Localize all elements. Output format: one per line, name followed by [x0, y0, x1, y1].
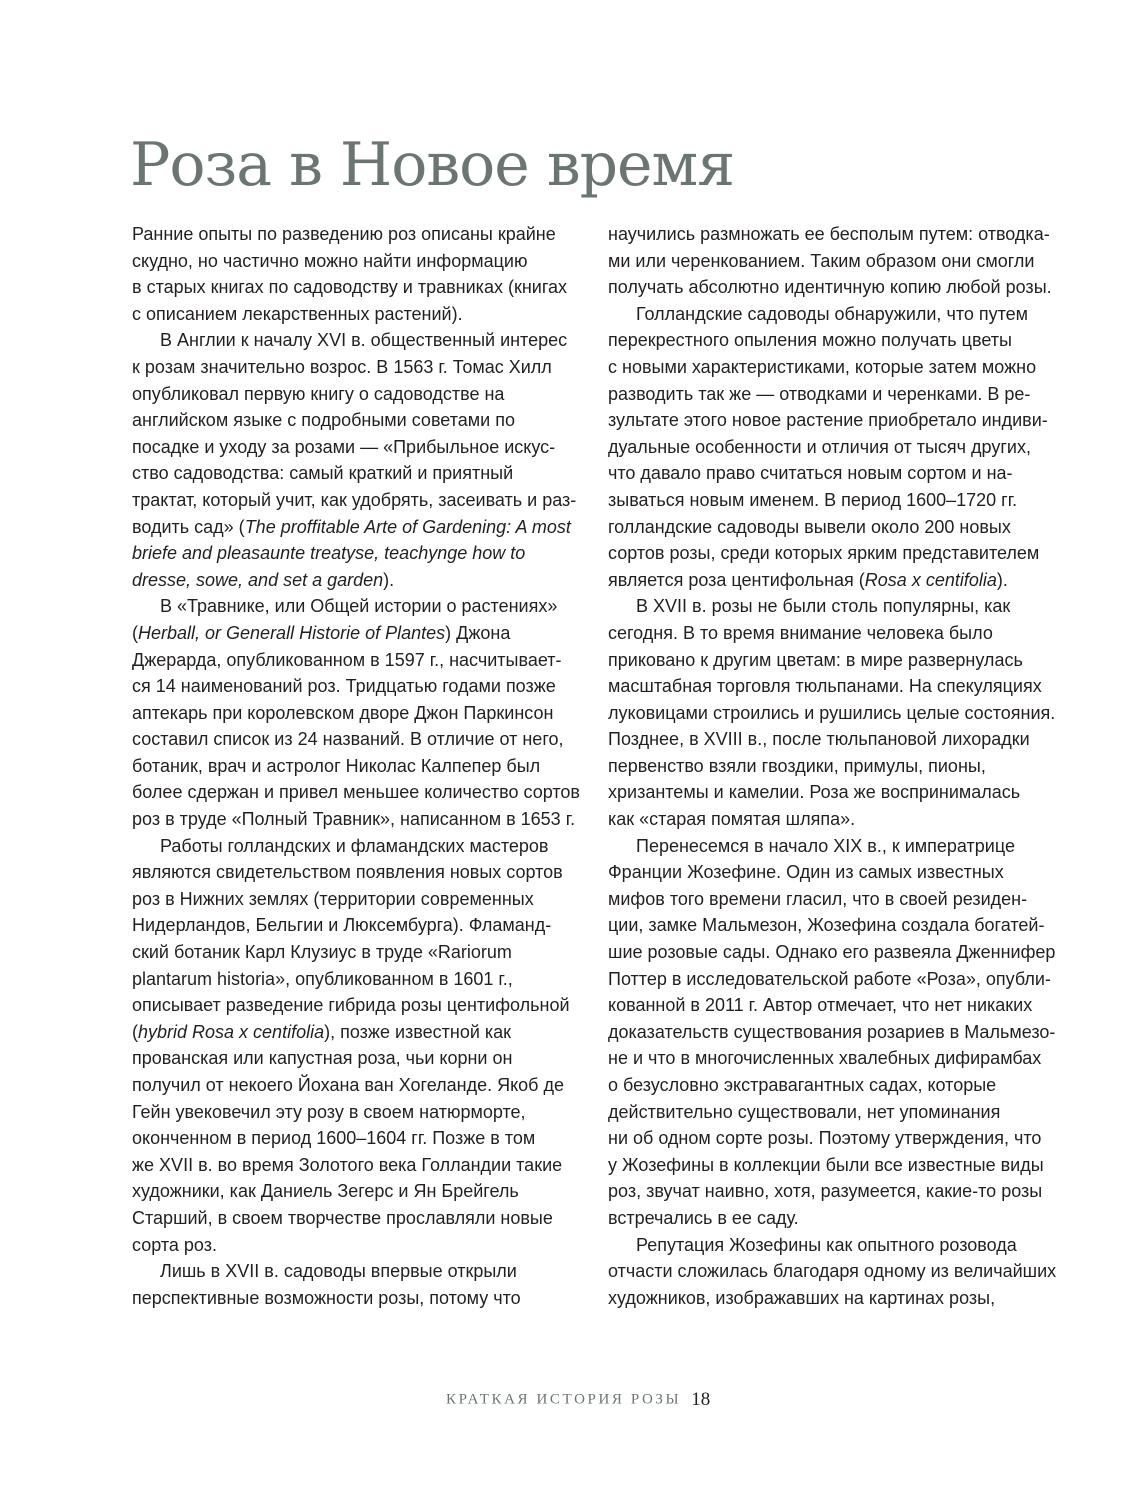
text-line: ботаник, врач и астролог Николас Калпепер был	[132, 755, 541, 776]
text-line: ство садоводства: самый краткий и приятный	[132, 463, 514, 484]
text-line: голландские садоводы вывели около 200 новых	[608, 516, 1011, 537]
text-line: разводить так же — отводками и черенками. В ре-	[608, 383, 1031, 404]
italic-title-run: Rosa x centifolia	[864, 569, 997, 590]
text-line: роз в труде «Полный Травник», написанном в 1653 г.	[132, 809, 576, 830]
text-line: мифов того времени гласил, что в своей резиден-	[608, 888, 1028, 909]
text-line: роз в Нижних землях (территории современных	[132, 888, 534, 909]
text-line: к розам значительно возрос. В 1563 г. Томас Хилл	[132, 356, 552, 377]
text-line: отчасти сложилась благодаря одному из величайших	[608, 1261, 1057, 1282]
text-run: (	[132, 1021, 138, 1042]
text-line: кованной в 2011 г. Автор отмечает, что нет никаких	[608, 995, 1033, 1016]
text-line: действительно существовали, нет упоминания	[608, 1101, 1001, 1122]
text-line: скудно, но частично можно найти информацию	[132, 250, 528, 271]
text-run: ), позже известной как	[324, 1021, 512, 1042]
text-line: английском языке с подробными советами по	[132, 410, 515, 431]
text-line: Джерарда, опубликованном в 1597 г., насчитывает-	[132, 649, 562, 670]
text-line: Гейн увековечил эту розу в своем натюрморте,	[132, 1101, 526, 1122]
text-line	[132, 514, 584, 541]
text-line: Репутация Жозефины как опытного розовода	[636, 1234, 1017, 1255]
text-run: является роза центифольная (	[608, 569, 865, 590]
text-line: с новыми характеристиками, которые затем можно	[608, 356, 1037, 377]
text-line: сортов розы, среди которых ярким представителем	[608, 543, 1040, 564]
text-line: оконченном в период 1600–1604 гг. Позже в том	[132, 1128, 536, 1149]
text-line: посадке и уходу за розами — «Прибыльное искус-	[132, 436, 556, 457]
text-line: луковицами строились и рушились целые состояния.	[608, 702, 1056, 723]
text-line: сорта роз.	[132, 1234, 217, 1255]
italic-title-run: The proffitable Arte of Gardening: A most	[244, 516, 571, 537]
text-line: перекрестного опыления можно получать цветы	[608, 330, 1012, 351]
text-line: Позднее, в XVIII в., после тюльпановой лихорадки	[608, 729, 1030, 750]
left-text-column	[132, 221, 584, 1311]
text-line: хризантемы и камелии. Роза же воспринималась	[608, 782, 1021, 803]
italic-title-run: briefe and pleasaunte treatyse, teachynge how to	[132, 543, 526, 564]
text-line: масштабная торговля тюльпанами. На спекуляциях	[608, 676, 1042, 697]
text-line: с описанием лекарственных растений).	[132, 303, 463, 324]
text-line: первенство взяли гвоздики, примулы, пионы,	[608, 755, 986, 776]
text-run: ).	[383, 569, 395, 590]
text-line: художников, изображавших на картинах розы,	[608, 1287, 996, 1308]
text-line: В Англии к началу XVI в. общественный интерес	[160, 330, 568, 351]
text-line: ся 14 наименований роз. Тридцатью годами позже	[132, 676, 556, 697]
text-line: Перенесемся в начало XIX в., к императрице	[636, 835, 1015, 856]
text-run: водить сад» (	[132, 516, 245, 537]
text-line: plantarum historia», опубликованном в 1601 г.,	[132, 968, 513, 989]
text-line: получать абсолютно идентичную копию любой розы.	[608, 277, 1052, 298]
text-line: Поттер в исследовательской работе «Роза», опубли-	[608, 968, 1051, 989]
text-line: описывает разведение гибрида розы центифольной	[132, 995, 570, 1016]
text-line: приковано к другим цветам: в мире развернулась	[608, 649, 1023, 670]
text-line: прованская или капустная роза, чьи корни он	[132, 1048, 513, 1069]
running-footer-label: КРАТКАЯ ИСТОРИЯ РОЗЫ	[446, 1391, 682, 1408]
text-line: ский ботаник Карл Клузиус в труде «Rariorum	[132, 942, 512, 963]
text-line: доказательств существования розариев в Мальмезо-	[608, 1021, 1056, 1042]
text-line	[132, 620, 584, 647]
text-line	[132, 567, 584, 594]
page-number: 18	[691, 1389, 711, 1410]
text-line: зультате этого новое растение приобретало индиви-	[608, 410, 1048, 431]
text-line: шие розовые сады. Однако его развеяла Дженнифер	[608, 942, 1056, 963]
text-line: не и что в многочисленных хвалебных дифирамбах	[608, 1048, 1042, 1069]
text-line: научились размножать ее бесполым путем: отводка-	[608, 224, 1050, 244]
italic-title-run: dresse, sowe, and set a garden	[132, 569, 384, 590]
text-line	[132, 540, 584, 567]
text-line: составил список из 24 названий. В отличие от него,	[132, 729, 564, 750]
text-line: Нидерландов, Бельгии и Люксембурга). Фламанд-	[132, 915, 552, 936]
text-line: что давало право считаться новым сортом и на-	[608, 463, 1013, 484]
text-line: трактат, который учит, как удобрять, засеивать и раз-	[132, 489, 577, 510]
text-run: ).	[996, 569, 1008, 590]
text-line: ми или черенкованием. Таким образом они смогли	[608, 250, 1035, 271]
text-run: (	[132, 622, 138, 643]
text-line: более сдержан и привел меньшее количество сортов	[132, 782, 580, 803]
text-line: Работы голландских и фламандских мастеров	[160, 835, 549, 856]
text-line: зываться новым именем. В период 1600–1720 гг.	[608, 489, 1018, 510]
text-line: как «старая помятая шляпа».	[608, 809, 856, 830]
text-line: дуальные особенности и отличия от тысяч других,	[608, 436, 1031, 457]
right-text-column	[608, 221, 1060, 1311]
text-line: ни об одном сорте розы. Поэтому утверждения, что	[608, 1128, 1042, 1149]
text-line	[608, 567, 1060, 594]
text-line: у Жозефины в коллекции были все известные виды	[608, 1154, 1044, 1175]
text-line: получил от некоего Йохана ван Хогеланде. Якоб де	[132, 1075, 564, 1095]
italic-title-run: hybrid Rosa x centifolia	[138, 1021, 325, 1042]
text-line: Ранние опыты по разведению роз описаны крайне	[132, 224, 556, 244]
text-line: Старший, в своем творчестве прославляли новые	[132, 1207, 553, 1228]
running-footer	[446, 1389, 710, 1411]
text-line: Голландские садоводы обнаружили, что путем	[636, 303, 1029, 324]
text-line: В XVII в. розы не были столь популярны, как	[636, 596, 1011, 617]
text-line: перспективные возможности розы, потому что	[132, 1287, 521, 1308]
page-title: Роза в Новое время	[130, 130, 735, 200]
text-line: Лишь в XVII в. садоводы впервые открыли	[160, 1261, 517, 1282]
text-line: художники, как Даниель Зегерс и Ян Брейгель	[132, 1181, 519, 1202]
text-line: являются свидетельством появления новых сортов	[132, 862, 563, 883]
italic-title-run: Herball, or Generall Historie of Plantes	[138, 622, 446, 643]
text-line: же XVII в. во время Золотого века Голландии такие	[132, 1154, 563, 1175]
text-line: о безусловно экстравагантных садах, которые	[608, 1075, 997, 1095]
text-line: Франции Жозефине. Один из самых известных	[608, 862, 1004, 883]
text-line: в старых книгах по садоводству и травниках (книгах	[132, 277, 567, 298]
text-line	[132, 1019, 584, 1046]
text-line: встречались в ее саду.	[608, 1207, 799, 1228]
text-line: В «Травнике, или Общей истории о растениях»	[160, 596, 558, 617]
text-run: ) Джона	[445, 622, 511, 643]
text-line: опубликовал первую книгу о садоводстве на	[132, 383, 505, 404]
text-line: аптекарь при королевском дворе Джон Паркинсон	[132, 702, 554, 723]
text-line: роз, звучат наивно, хотя, разумеется, какие-то розы	[608, 1181, 1043, 1202]
text-line: сегодня. В то время внимание человека было	[608, 622, 993, 643]
text-line: ции, замке Мальмезон, Жозефина создала богатей-	[608, 915, 1045, 936]
